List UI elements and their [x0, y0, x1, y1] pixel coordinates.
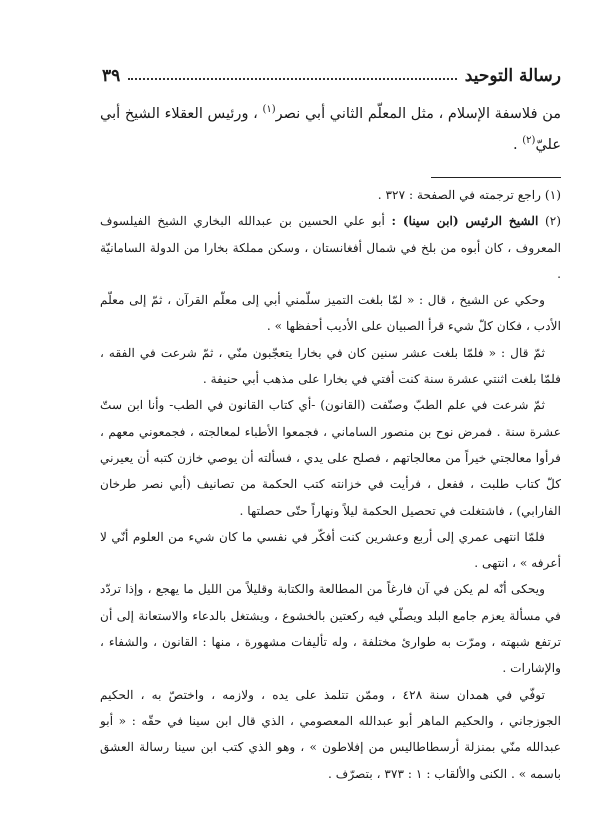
footnote-separator	[431, 177, 561, 178]
footnote-2-text: أبو علي الحسين بن عبدالله البخاري الشيخ الفيلسوف المعروف ، كان أبوه من بلخ في شمال أفغانستان ، وسكن مملكة بخارا من الدولة السامانيّة .	[100, 214, 561, 281]
main-text	[100, 99, 561, 161]
footnote-2-marker: (٢)	[544, 214, 562, 229]
footnote-paragraph-5: ويحكى أنّه لم يكن في آن فارغاً من المطالعة والكتابة وقليلاً من الليل ما يهجع ، وإذا تردّد في مسألة يعزم جامع البلد ويصلّي فيه ركعتين بالخشوع ، ويشتغل بالدعاء والاستعانة إلى أن ترتفع شبهته ، ومرّت به طوارئ مختلفة ، وله تأليفات مشهورة ، منها : القانون ، والشفاء ، والإشارات .	[100, 582, 561, 676]
footnote-2	[100, 208, 561, 287]
main-text-end: .	[513, 137, 518, 153]
footnotes	[100, 182, 561, 787]
main-text-part-1: من فلاسفة الإسلام ، مثل المعلّم الثاني أبي نصر	[275, 106, 561, 122]
footnote-1: (١) راجع ترجمته في الصفحة : ٣٢٧ .	[377, 188, 561, 202]
footnote-paragraph-1: وحكي عن الشيخ ، قال : « لمّا بلغت التميز سلّمني أبي إلى معلّم القرآن ، ثمّ إلى معلّم الأدب ، فكان كلّ شيء قرأ الصبيان على الأديب أحفظها » .	[100, 293, 561, 334]
footnote-paragraph-2: ثمّ قال : « فلمّا بلغت عشر سنين كان في بخارا يتعجّبون منّي ، ثمّ شرعت في الفقه ، فلمّا بلغت اثنتي عشرة سنة كنت أفتي في بخارا على مذهب أبي حنيفة .	[100, 345, 561, 387]
main-text-part-2: ، ورئيس العقلاء الشيخ أبي عليّ	[100, 106, 561, 153]
running-title: رسالة التوحيد	[464, 66, 561, 86]
footnote-ref-1: (١)	[262, 104, 276, 116]
footnote-ref-2: (٢)	[522, 135, 536, 147]
dot-leader	[128, 78, 457, 80]
footnote-paragraph-3: ثمّ شرعت في علم الطبّ وصنّفت (القانون) -أي كتاب القانون في الطب- وأنا ابن ستّ عشرة سنة . فمرض نوح بن منصور الساماني ، فجمعوا الأطباء لمعالجته ، فجمعوني معهم ، فرأوا معالجتي خيراً من معالجاتهم ، فصلح على يدي ، فسألته أن يوصي خازن كتبه أن يعيرني كلّ كتاب طلبت ، ففعل ، فرأيت في خزانته كتب الحكمة من تصانيف (أبي نصر طرخان الفارابي) ، فاشتغلت في تحصيل الحكمة ليلاً ونهاراً حتّى حصلتها .	[100, 398, 561, 518]
running-header	[102, 60, 561, 86]
page-number: ٣٩	[102, 66, 121, 86]
footnote-2-heading: الشيخ الرئيس (ابن سينا) :	[391, 214, 539, 229]
footnote-paragraph-4: فلمّا انتهى عمري إلى أربع وعشرين كنت أفكّر في نفسي ما كان شيء من العلوم أنّي لا أعرفه » ، انتهى .	[100, 529, 561, 571]
footnote-paragraph-6: توفّي في همدان سنة ٤٢٨ ، وممّن تتلمذ على يده ، ولازمه ، واختصّ به ، الحكيم الجوزجاني ، والحكيم الماهر أبو عبدالله المعصومي ، الذي قال ابن سينا في حقّه : « أبو عبدالله منّي بمنزلة أرسطاطاليس من إفلاطون » ، وهو الذي كتب ابن سينا رسالة العشق باسمه » . الكنى والألقاب : ١ : ٣٧٣ ، بتصرّف .	[100, 687, 561, 781]
